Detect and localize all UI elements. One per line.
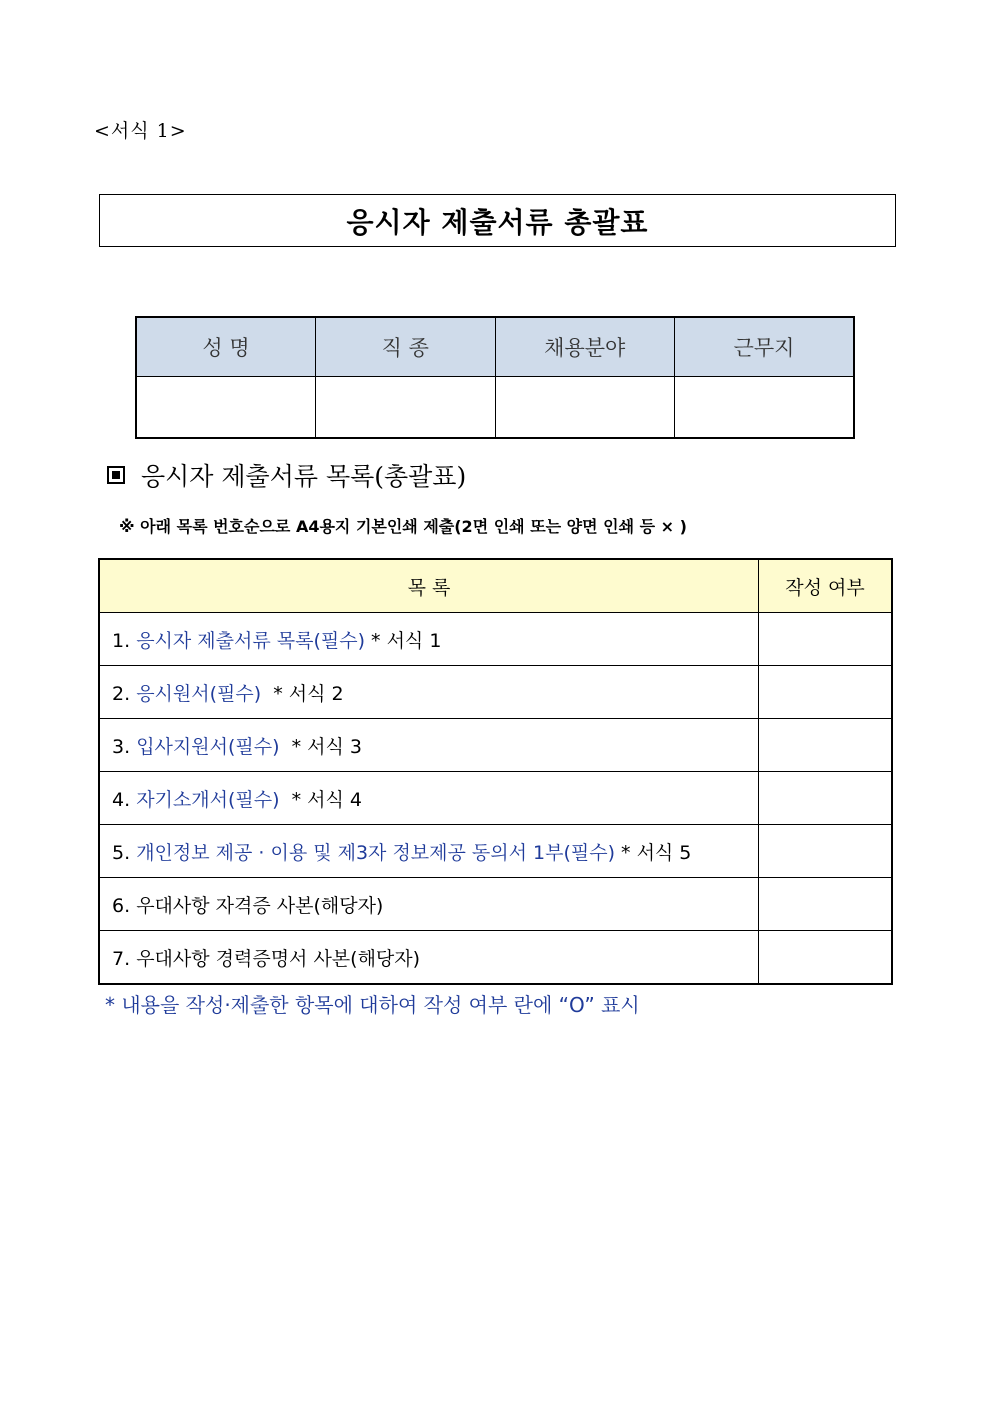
- form-label: <서식 1>: [94, 120, 187, 142]
- header-job-type: 직 종: [316, 317, 496, 377]
- item-number: 2.: [112, 682, 131, 705]
- table-row: [99, 878, 892, 931]
- header-completed: 작성 여부: [759, 559, 893, 613]
- doc-item: [99, 719, 759, 772]
- item-text: 개인정보 제공 · 이용 및 제3자 정보제공 동의서 1부(필수): [136, 841, 615, 864]
- item-number: 1.: [112, 629, 131, 652]
- item-number: 6.: [112, 894, 131, 917]
- doc-item: [99, 772, 759, 825]
- table-row: [99, 613, 892, 666]
- page-title: 응시자 제출서류 총괄표: [99, 194, 896, 247]
- table-row: [99, 825, 892, 878]
- table-row: [99, 719, 892, 772]
- completed-cell[interactable]: [759, 931, 893, 985]
- item-number: 4.: [112, 788, 131, 811]
- header-recruit-field: 채용분야: [495, 317, 675, 377]
- name-cell[interactable]: [136, 377, 316, 439]
- completed-cell[interactable]: [759, 772, 893, 825]
- completed-cell[interactable]: [759, 825, 893, 878]
- item-form-ref: * 서식 3: [279, 735, 362, 758]
- footnote: * 내용을 작성·제출한 항목에 대하여 작성 여부 란에 “O” 표시: [105, 993, 640, 1017]
- applicant-entry-row: [136, 377, 854, 439]
- doc-item: [99, 878, 759, 931]
- recruit-field-cell[interactable]: [495, 377, 675, 439]
- completed-cell[interactable]: [759, 666, 893, 719]
- header-workplace: 근무지: [675, 317, 855, 377]
- item-form-ref: * 서식 5: [614, 841, 692, 864]
- item-number: 7.: [112, 947, 131, 970]
- table-row: [99, 772, 892, 825]
- doc-header-row: [99, 559, 892, 613]
- header-name: 성 명: [136, 317, 316, 377]
- item-form-ref: * 서식 1: [365, 629, 442, 652]
- section-heading: [107, 457, 466, 493]
- job-type-cell[interactable]: [316, 377, 496, 439]
- item-text: 입사지원서(필수): [136, 735, 280, 758]
- completed-cell[interactable]: [759, 878, 893, 931]
- item-text: 자기소개서(필수): [136, 788, 280, 811]
- doc-item: [99, 825, 759, 878]
- doc-item: [99, 613, 759, 666]
- applicant-info-table: [135, 316, 855, 439]
- item-form-ref: * 서식 2: [261, 682, 344, 705]
- filled-square-icon: [107, 466, 125, 484]
- item-text: 우대사항 경력증명서 사본(해당자): [136, 947, 421, 970]
- item-text: 응시자 제출서류 목록(필수): [136, 629, 365, 652]
- item-number: 5.: [112, 841, 131, 864]
- completed-cell[interactable]: [759, 613, 893, 666]
- table-row: [99, 931, 892, 985]
- section-heading-text: 응시자 제출서류 목록(총괄표): [141, 462, 467, 491]
- doc-item: [99, 666, 759, 719]
- item-text: 우대사항 자격증 사본(해당자): [136, 894, 384, 917]
- document-list-table: [98, 558, 893, 985]
- workplace-cell[interactable]: [675, 377, 855, 439]
- item-form-ref: * 서식 4: [279, 788, 362, 811]
- print-note: ※ 아래 목록 번호순으로 A4용지 기본인쇄 제출(2면 인쇄 또는 양면 인쇄 등 × ): [119, 517, 687, 536]
- item-number: 3.: [112, 735, 131, 758]
- table-row: [99, 666, 892, 719]
- applicant-header-row: [136, 317, 854, 377]
- header-list: 목 록: [99, 559, 759, 613]
- item-text: 응시원서(필수): [136, 682, 262, 705]
- doc-item: [99, 931, 759, 985]
- completed-cell[interactable]: [759, 719, 893, 772]
